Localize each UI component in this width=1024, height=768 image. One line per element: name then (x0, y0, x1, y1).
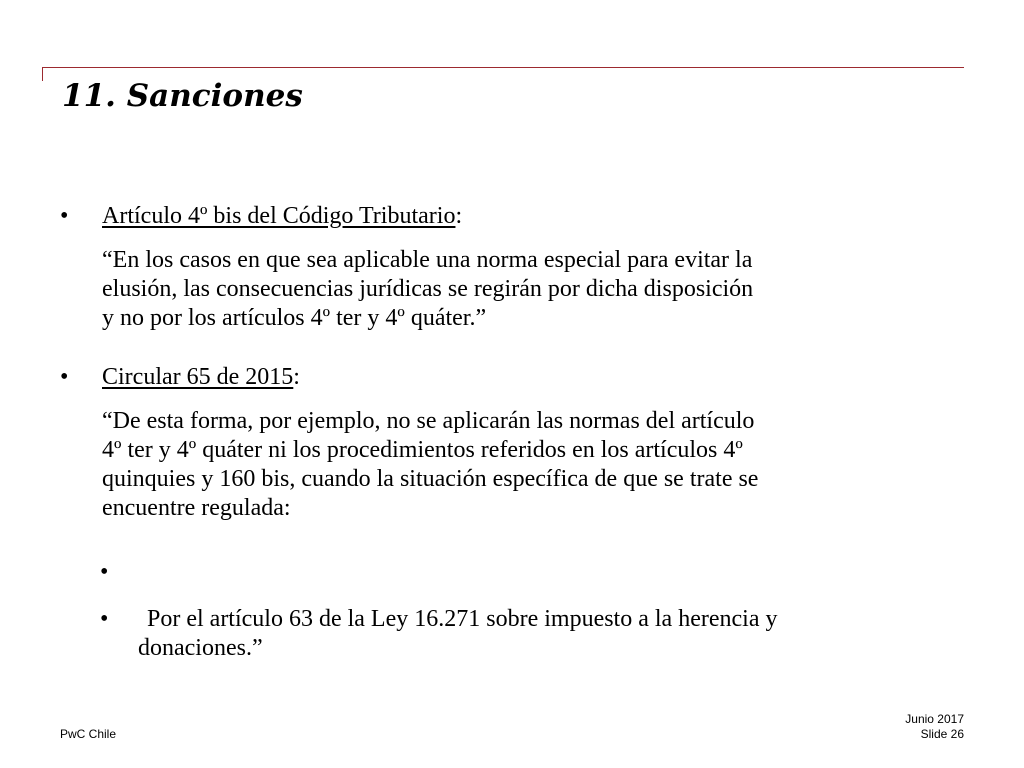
item1-heading: Artículo 4º bis del Código Tributario (102, 203, 456, 229)
bullet-marker: • (60, 364, 69, 390)
item2-heading-line (102, 363, 300, 392)
sub-bullet-marker: • (100, 606, 109, 632)
item2-quote-line: quinquies y 160 bis, cuando la situación específica de que se trate se (102, 466, 759, 492)
item1-quote-line: y no por los artículos 4º ter y 4º quáter.” (102, 305, 487, 331)
header-rule-tick (42, 67, 43, 81)
slide-title: 11. Sanciones (62, 78, 303, 114)
item1-quote (102, 246, 962, 333)
footer-slide-number: Slide 26 (920, 727, 964, 741)
item2-quote-line: encuentre regulada: (102, 495, 291, 521)
item1-heading-line (102, 202, 462, 231)
item1-quote-line: “En los casos en que sea aplicable una norma especial para evitar la (102, 247, 753, 273)
footer-date: Junio 2017 (905, 712, 964, 726)
item1-quote-line: elusión, las consecuencias jurídicas se regirán por dicha disposición (102, 276, 754, 302)
bullet-marker: • (60, 203, 69, 229)
item2-quote (102, 407, 962, 523)
item2-colon: : (293, 364, 300, 390)
sub-bullet-line: Por el artículo 63 de la Ley 16.271 sobre impuesto a la herencia y (147, 606, 778, 632)
item2-heading: Circular 65 de 2015 (102, 364, 294, 390)
footer-company: PwC Chile (60, 727, 117, 741)
item2-quote-line: 4º ter y 4º quáter ni los procedimientos referidos en los artículos 4º (102, 437, 743, 463)
sub-bullet-marker-empty: • (100, 559, 109, 585)
sub-bullet-text (138, 605, 968, 663)
sub-bullet-line: donaciones.” (138, 635, 263, 661)
item2-quote-line: “De esta forma, por ejemplo, no se aplicarán las normas del artículo (102, 408, 755, 434)
header-rule (42, 67, 964, 68)
item1-colon: : (455, 203, 463, 229)
